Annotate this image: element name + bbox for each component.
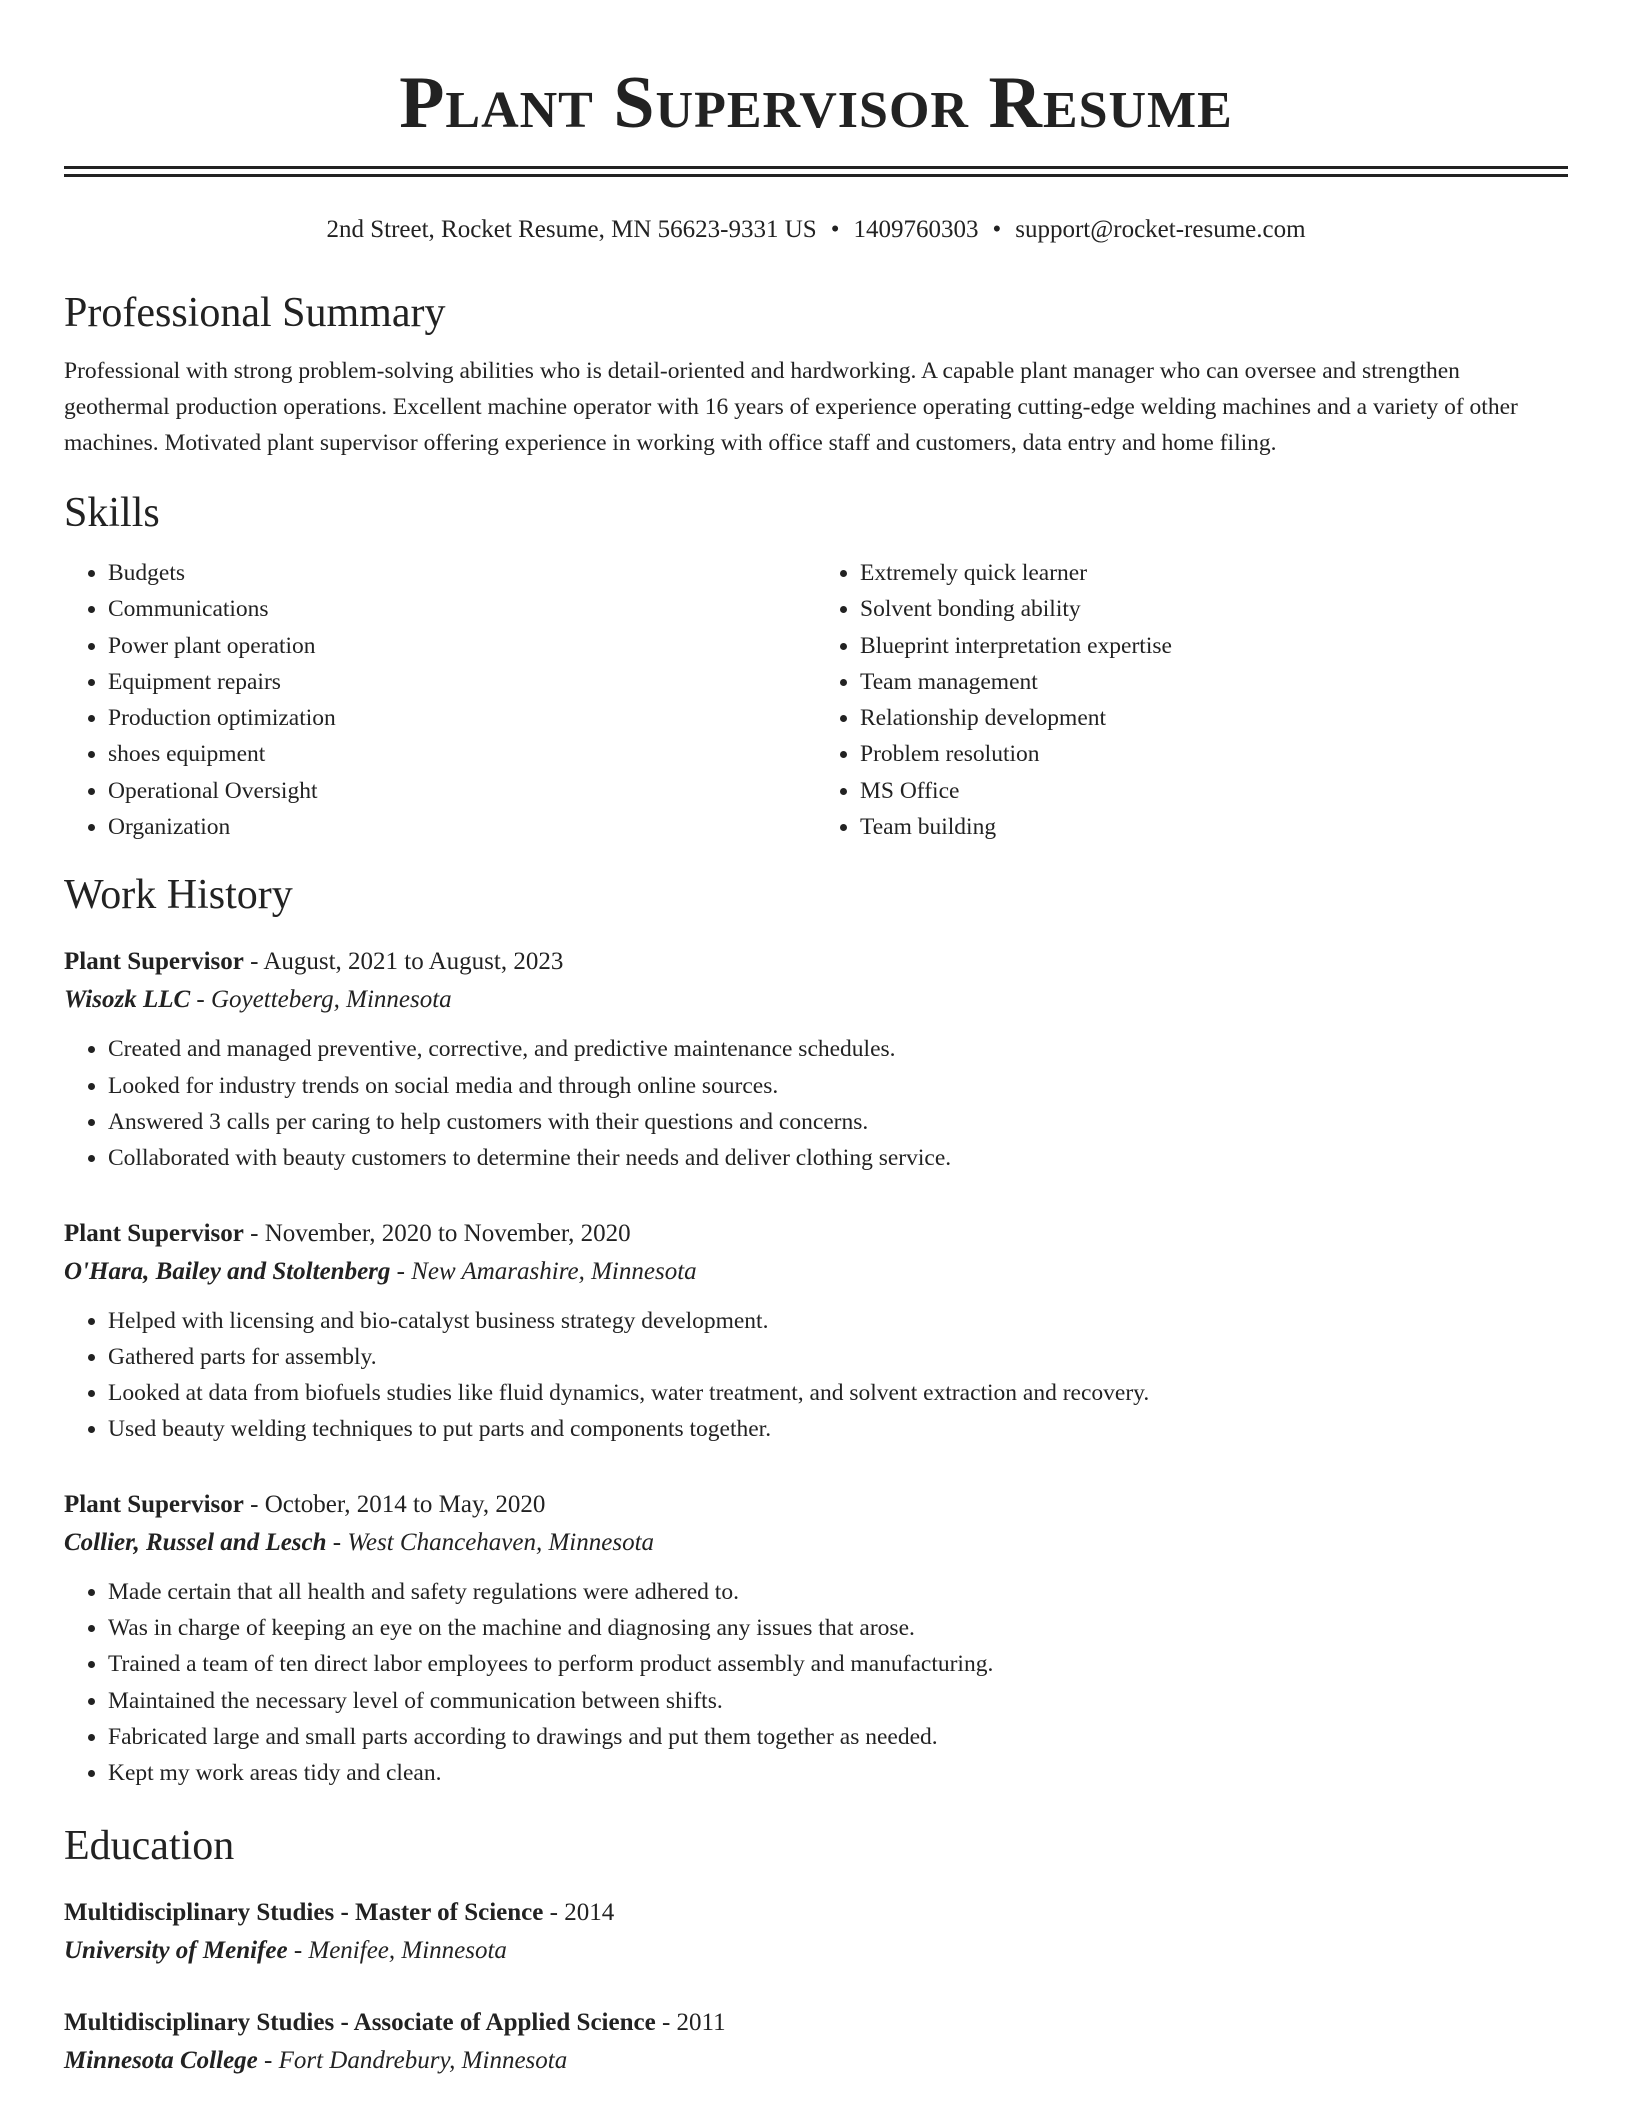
degree: Multidisciplinary Studies - Associate of Applied Science <box>64 2008 656 2036</box>
job-duty: • Created and managed preventive, corrective, and predictive maintenance schedules. <box>108 1031 1568 1067</box>
job-location: - New Amarashire, Minnesota <box>390 1257 697 1285</box>
skill-item: • Power plant operation <box>108 628 816 664</box>
contact-email[interactable]: support@rocket-resume.com <box>1015 216 1306 243</box>
summary-heading: Professional Summary <box>64 290 446 336</box>
skill-item: • Communications <box>108 591 816 627</box>
job-title-line <box>64 1486 1568 1524</box>
job-duties <box>64 1303 1568 1448</box>
degree-line <box>64 2004 1568 2042</box>
job-duty: • Maintained the necessary level of communication between shifts. <box>108 1683 1568 1719</box>
job-dates: - November, 2020 to November, 2020 <box>243 1219 631 1247</box>
contact-separator: • <box>830 216 840 243</box>
skill-item: • Relationship development <box>860 700 1568 736</box>
skill-item: • MS Office <box>860 773 1568 809</box>
job-duties <box>64 1031 1568 1176</box>
school-location: - Fort Dandrebury, Minnesota <box>257 2046 568 2074</box>
job-title: Plant Supervisor <box>64 1490 244 1518</box>
contact-line <box>64 213 1568 247</box>
job-duty: • Was in charge of keeping an eye on the machine and diagnosing any issues that arose. <box>108 1610 1568 1646</box>
title-divider <box>64 166 1568 177</box>
job-duty: • Used beauty welding techniques to put parts and components together. <box>108 1411 1568 1447</box>
skills-heading: Skills <box>64 490 160 536</box>
job-duty: • Gathered parts for assembly. <box>108 1339 1568 1375</box>
job-entry <box>64 1215 1568 1448</box>
skill-item: • Team management <box>860 664 1568 700</box>
job-entry <box>64 1486 1568 1792</box>
contact-phone: 1409760303 <box>853 216 979 243</box>
job-company: Collier, Russel and Lesch <box>64 1528 327 1556</box>
job-title: Plant Supervisor <box>64 948 244 976</box>
job-company-line <box>64 1253 1568 1291</box>
job-company: O'Hara, Bailey and Stoltenberg <box>64 1257 391 1285</box>
job-dates: - October, 2014 to May, 2020 <box>243 1490 546 1518</box>
job-duty: • Collaborated with beauty customers to determine their needs and deliver clothing service. <box>108 1140 1568 1176</box>
job-title-line <box>64 943 1568 981</box>
skills-list-left <box>64 555 816 845</box>
education-heading: Education <box>64 1822 235 1869</box>
skills-columns <box>64 555 1568 845</box>
education-entry <box>64 2004 1568 2080</box>
job-duty: • Answered 3 calls per caring to help customers with their questions and concerns. <box>108 1104 1568 1140</box>
school: University of Menifee <box>64 1936 288 1964</box>
education-entry <box>64 1894 1568 1970</box>
job-duty: • Looked for industry trends on social media and through online sources. <box>108 1068 1568 1104</box>
school-line <box>64 1932 1568 1970</box>
skill-item: • Budgets <box>108 555 816 591</box>
degree-line <box>64 1894 1568 1932</box>
skill-item: • shoes equipment <box>108 736 816 772</box>
skills-list-right <box>816 555 1568 845</box>
contact-address: 2nd Street, Rocket Resume, MN 56623-9331 US <box>326 216 817 243</box>
skill-item: • Organization <box>108 809 816 845</box>
job-entry <box>64 943 1568 1176</box>
contact-separator: • <box>992 216 1002 243</box>
job-company-line <box>64 1524 1568 1562</box>
degree: Multidisciplinary Studies - Master of Science <box>64 1898 544 1926</box>
job-title: Plant Supervisor <box>64 1219 244 1247</box>
skill-item: • Equipment repairs <box>108 664 816 700</box>
work-history-heading: Work History <box>64 872 293 919</box>
job-location: - Goyetteberg, Minnesota <box>190 986 452 1014</box>
degree-year: - 2011 <box>655 2008 726 2036</box>
job-location: - West Chancehaven, Minnesota <box>326 1528 655 1556</box>
degree-year: - 2014 <box>543 1898 615 1926</box>
job-dates: - August, 2021 to August, 2023 <box>243 948 564 976</box>
school-location: - Menifee, Minnesota <box>287 1936 507 1964</box>
job-title-line <box>64 1215 1568 1253</box>
job-company: Wisozk LLC <box>64 986 191 1014</box>
skill-item: • Blueprint interpretation expertise <box>860 628 1568 664</box>
job-duty: • Looked at data from biofuels studies like fluid dynamics, water treatment, and solvent extraction and recovery. <box>108 1375 1568 1411</box>
job-duty: • Fabricated large and small parts according to drawings and put them together as needed. <box>108 1719 1568 1755</box>
summary-text: Professional with strong problem-solving abilities who is detail-oriented and hardworking. A capable plant manager who can oversee and strengthen geothermal production operations. Excellent machine operator with 16 years of experience operating cutting-edge welding machines and a variety of other machines. Motivated plant supervisor offering experience in working with office staff and customers, data entry and home filing. <box>64 358 1518 456</box>
skill-item: • Operational Oversight <box>108 773 816 809</box>
skill-item: • Team building <box>860 809 1568 845</box>
job-duty: • Helped with licensing and bio-catalyst business strategy development. <box>108 1303 1568 1339</box>
job-duty: • Kept my work areas tidy and clean. <box>108 1755 1568 1791</box>
job-duty: • Trained a team of ten direct labor employees to perform product assembly and manufacturing. <box>108 1646 1568 1682</box>
job-company-line <box>64 981 1568 1019</box>
job-duties <box>64 1574 1568 1792</box>
school: Minnesota College <box>64 2046 258 2074</box>
skill-item: • Extremely quick learner <box>860 555 1568 591</box>
skill-item: • Production optimization <box>108 700 816 736</box>
skill-item: • Problem resolution <box>860 736 1568 772</box>
skill-item: • Solvent bonding ability <box>860 591 1568 627</box>
page-title: Plant Supervisor Resume <box>399 62 1233 144</box>
school-line <box>64 2042 1568 2080</box>
job-duty: • Made certain that all health and safety regulations were adhered to. <box>108 1574 1568 1610</box>
